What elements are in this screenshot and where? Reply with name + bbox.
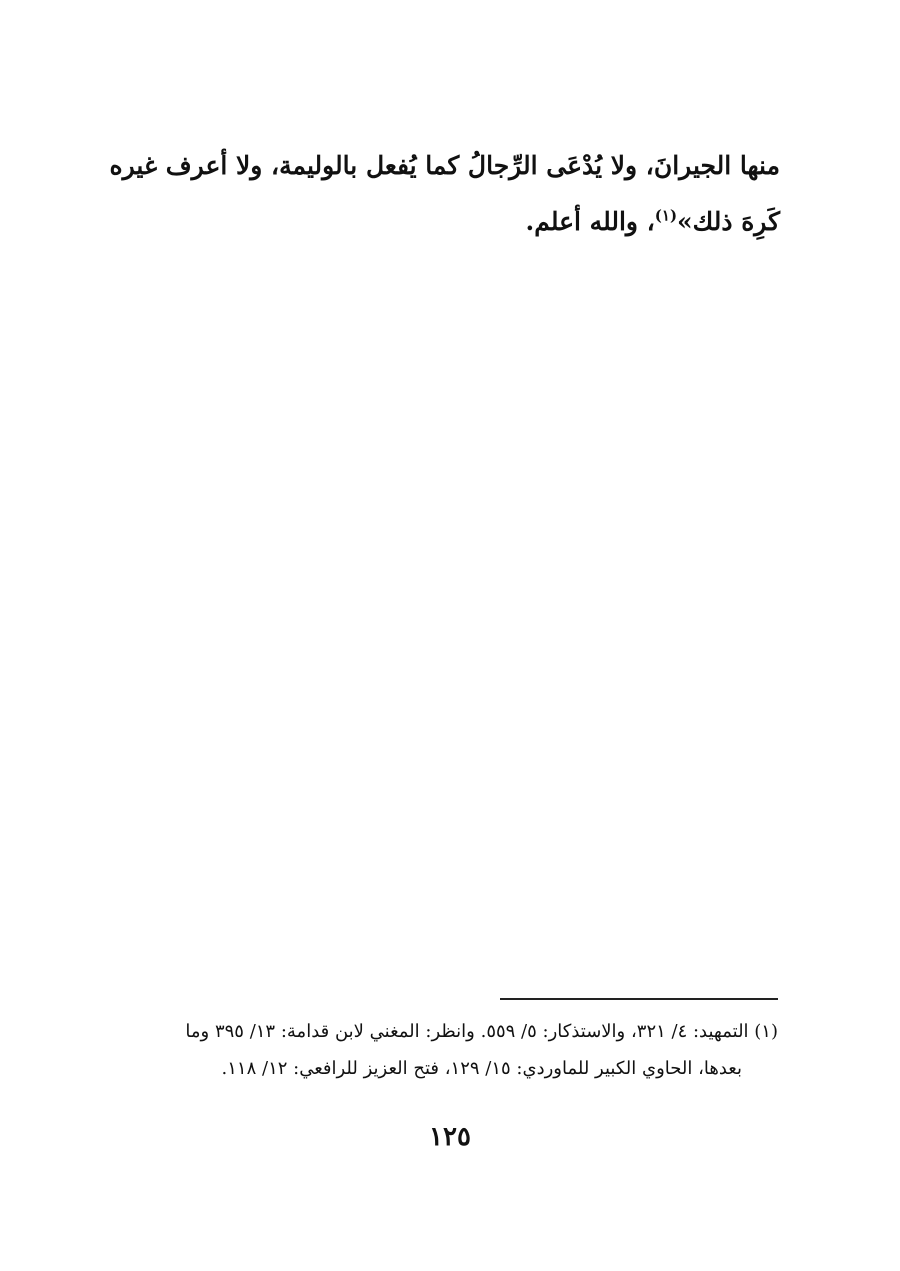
body-line-1: منها الجيرانَ، ولا يُدْعَى الرِّجالُ كما يُفعل بالوليمة، ولا أعرف غيره xyxy=(109,151,780,180)
footnote-reference-marker: (١) xyxy=(654,206,678,225)
footnote-line-1: (١) التمهيد: ٤/ ٣٢١، والاستذكار: ٥/ ٥٥٩. وانظر: المغني لابن قدامة: ١٣/ ٣٩٥ وما xyxy=(185,1021,778,1042)
body-line-2-end: ، والله أعلم. xyxy=(525,207,655,236)
footnote-block xyxy=(110,1013,778,1087)
footnote-line-2: بعدها، الحاوي الكبير للماوردي: ١٥/ ١٢٩، فتح العزيز للرافعي: ١٢/ ١١٨. xyxy=(221,1058,742,1079)
body-paragraph xyxy=(110,138,780,250)
footnote-separator xyxy=(500,998,778,1000)
body-line-2-text: كَرِهَ ذلك» xyxy=(677,207,780,236)
body-line-2 xyxy=(110,194,780,250)
page-number: ١٢٥ xyxy=(429,1122,471,1152)
